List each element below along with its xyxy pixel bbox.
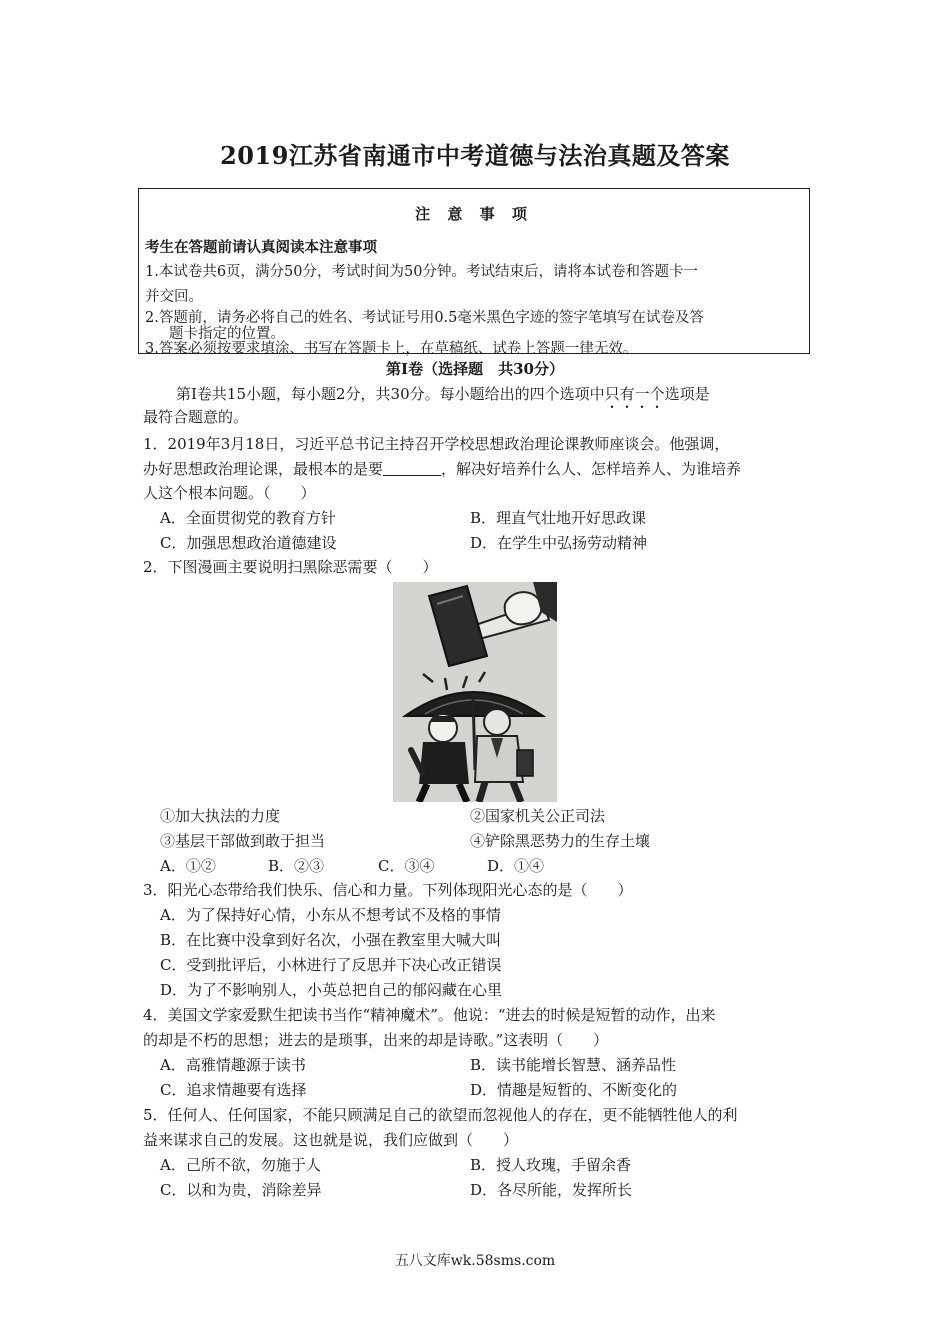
notice-line-2: 并交回。 — [145, 289, 203, 305]
notice-line-4: 题卡指定的位置。 — [169, 326, 285, 342]
q4-option-a: A．高雅情趣源于读书 — [160, 1056, 306, 1074]
section-intro: 第Ⅰ卷共15小题，每小题2分，共30分。每小题给出的四个选项中只有一个选项是 — [176, 385, 710, 403]
q1-stem-line2: 办好思想政治理论课，最根本的是要 ，解决好培养什么人、怎样培养人、为谁培养 — [143, 460, 742, 478]
q4-option-c: C．追求情趣要有选择 — [160, 1081, 307, 1099]
notice-heading: 注 意 事 项 — [415, 205, 533, 223]
q1-stem-line1: 1．2019年3月18日，习近平总书记主持召开学校思想政治理论课教师座谈会。他强调， — [143, 435, 730, 453]
q2-statement-1: ①加大执法的力度 — [160, 807, 281, 825]
notice-line-5: 3.答案必须按要求填涂、书写在答题卡上，在草稿纸、试卷上答题一律无效。 — [145, 341, 638, 357]
emphasis-text: 只有一个 — [604, 385, 665, 403]
q3-option-a: A．为了保持好心情，小东从不想考试不及格的事情 — [160, 906, 501, 924]
q3-option-d: D．为了不影响别人，小英总把自己的郁闷藏在心里 — [160, 981, 503, 999]
q4-option-b: B．读书能增长智慧、涵养品性 — [470, 1056, 677, 1074]
q2-stem: 2．下图漫画主要说明扫黑除恶需要（ ） — [143, 558, 438, 576]
q5-stem-line2: 益来谋求自己的发展。这也就是说，我们应做到（ ） — [143, 1131, 519, 1149]
notice-line-1: 1.本试卷共6页，满分50分，考试时间为50分钟。考试结束后，请将本试卷和答题卡一 — [145, 264, 698, 280]
cartoon-image — [393, 582, 557, 802]
section-intro-line2: 最符合题意的。 — [143, 408, 249, 426]
q4-stem-line2: 的却是不朽的思想；进去的是琐事，出来的却是诗歌。”这表明（ ） — [143, 1031, 609, 1049]
q3-option-b: B．在比赛中没拿到好名次，小强在教室里大喊大叫 — [160, 931, 502, 949]
exam-title: 2019江苏省南通市中考道德与法治真题及答案 — [220, 141, 730, 170]
section-heading: 第Ⅰ卷（选择题 共30分） — [386, 360, 564, 378]
q1-option-a: A．全面贯彻党的教育方针 — [160, 509, 336, 527]
notice-subheading: 考生在答题前请认真阅读本注意事项 — [145, 239, 377, 256]
q4-option-d: D．情趣是短暂的、不断变化的 — [470, 1081, 678, 1099]
q1-option-c: C．加强思想政治道德建设 — [160, 534, 337, 552]
q1-option-b: B．理直气壮地开好思政课 — [470, 509, 647, 527]
q3-option-c: C．受到批评后，小林进行了反思并下决心改正错误 — [160, 956, 502, 974]
q5-option-b: B．授人玫瑰，手留余香 — [470, 1156, 632, 1174]
q1-stem-line3: 人这个根本问题。（ ） — [143, 484, 316, 502]
q5-option-c: C．以和为贵，消除差异 — [160, 1181, 322, 1199]
q2-statement-4: ④铲除黑恶势力的生存土壤 — [470, 832, 651, 850]
q2-option-d: D．①④ — [487, 857, 545, 875]
q2-option-b: B．②③ — [268, 857, 325, 875]
q5-stem-line1: 5．任何人、任何国家，不能只顾满足自己的欲望而忽视他人的存在，更不能牺牲他人的利 — [143, 1106, 738, 1124]
answer-blank — [383, 461, 441, 476]
q5-option-a: A．己所不欲，勿施于人 — [160, 1156, 321, 1174]
notice-line-3: 2.答题前，请务必将自己的姓名、考试证号用0.5毫米黑色字迹的签字笔填写在试卷及答 — [145, 310, 704, 326]
q3-stem: 3．阳光心态带给我们快乐、信心和力量。下列体现阳光心态的是（ ） — [143, 881, 633, 899]
notice-box — [138, 188, 810, 357]
q2-statement-3: ③基层干部做到敢于担当 — [160, 832, 326, 850]
q5-option-d: D．各尽所能，发挥所长 — [470, 1181, 633, 1199]
q2-statement-2: ②国家机关公正司法 — [470, 807, 606, 825]
q4-stem-line1: 4．美国文学家爱默生把读书当作“精神魔术”。他说：“进去的时候是短暂的动作，出来 — [143, 1006, 716, 1024]
footer-source: 五八文库wk.58sms.com — [394, 1253, 556, 1269]
q1-option-d: D．在学生中弘扬劳动精神 — [470, 534, 648, 552]
q2-option-a: A．①② — [160, 857, 216, 875]
q2-option-c: C．③④ — [378, 857, 435, 875]
